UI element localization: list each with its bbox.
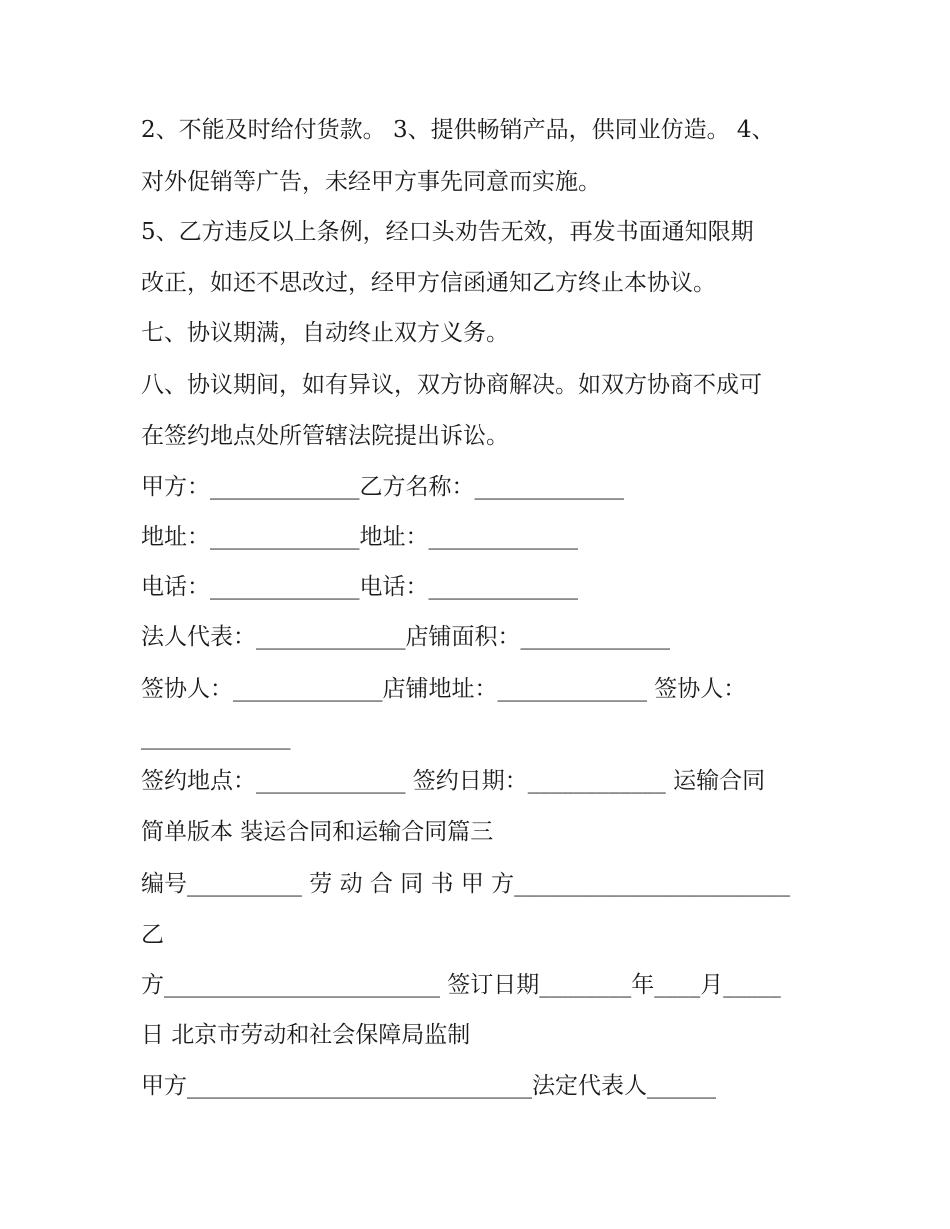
form-line-party-a-legal-rep: 甲方______________________________法定代表人______ <box>141 1073 716 1099</box>
text-line-clause-5: 5、乙方违反以上条例，经口头劝告无效，再发书面通知限期 <box>141 219 754 245</box>
signature-line-party: 甲方：_____________乙方名称：_____________ <box>141 474 624 500</box>
form-line-party-b-label: 乙 <box>141 922 164 948</box>
signature-line-signatory: 签协人：_____________店铺地址：_____________ 签协人： <box>141 676 747 702</box>
signature-line-address: 地址：_____________地址：_____________ <box>141 524 578 550</box>
text-line-article-7: 七、协议期满，自动终止双方义务。 <box>141 320 509 346</box>
signature-line-place-date: 签约地点：_____________ 签约日期：____________ 运输合同 <box>141 768 766 794</box>
text-line-section-title: 简单版本 装运合同和运输合同篇三 <box>141 819 494 845</box>
signature-line-legal-rep: 法人代表：_____________店铺面积：_____________ <box>141 624 670 650</box>
form-line-issuer: 日 北京市劳动和社会保障局监制 <box>141 1022 471 1048</box>
form-line-party-b-date: 方________________________ 签订日期________年____月_____ <box>141 972 781 998</box>
form-line-number-party-a: 编号__________ 劳 动 合 同 书 甲 方________________________ <box>141 871 791 897</box>
text-line-clause-4-cont: 对外促销等广告，未经甲方事先同意而实施。 <box>141 169 601 195</box>
signature-line-signatory-blank: _____________ <box>141 724 291 750</box>
text-line-article-8-cont: 在签约地点处所管辖法院提出诉讼。 <box>141 423 509 449</box>
text-line-article-8: 八、协议期间，如有异议，双方协商解决。如双方协商不成可 <box>141 372 762 398</box>
text-line-clause-5-cont: 改正，如还不思改过，经甲方信函通知乙方终止本协议。 <box>141 270 716 296</box>
text-line-clause-list: 2、不能及时给付货款。 3、提供畅销产品，供同业仿造。 4、 <box>141 117 775 143</box>
signature-line-phone: 电话：_____________电话：_____________ <box>141 574 578 600</box>
